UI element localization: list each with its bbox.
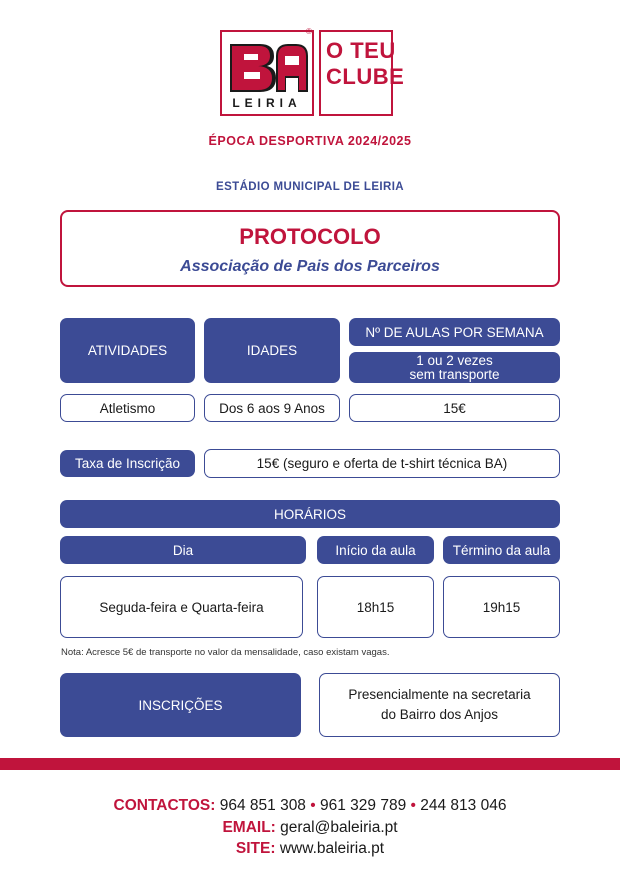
schedule-start-cell: 18h15: [317, 576, 434, 638]
signup-line2: do Bairro dos Anjos: [380, 707, 499, 722]
lessons-option-line1: 1 ou 2 vezes: [416, 352, 493, 368]
venue-title: ESTÁDIO MUNICIPAL DE LEIRIA: [216, 181, 404, 193]
ages-cell: Dos 6 aos 9 Anos: [204, 394, 340, 422]
lessons-option-header: [349, 352, 560, 383]
footer-divider: [0, 758, 620, 770]
protocol-title: PROTOCOLO: [239, 224, 381, 249]
schedule-day-header: Dia: [60, 536, 306, 564]
contacts-line: [0, 797, 620, 815]
schedule-start-header: Início da aula: [317, 536, 434, 564]
schedule-end-header: Término da aula: [443, 536, 560, 564]
lessons-option-line2: sem transporte: [409, 366, 500, 382]
price-cell: 15€: [349, 394, 560, 422]
transport-note: Nota: Acresce 5€ de transporte no valor da mensalidade, caso existam vagas.: [61, 647, 390, 658]
club-logo: [220, 27, 405, 118]
separator-dot: •: [410, 797, 416, 814]
logo-slogan-line2: CLUBE: [326, 64, 405, 89]
separator-dot: •: [310, 797, 316, 814]
signup-details: [319, 673, 560, 737]
site-link[interactable]: www.baleiria.pt: [279, 840, 385, 857]
phone-1[interactable]: 964 851 308: [219, 797, 306, 814]
phone-2[interactable]: 961 329 789: [320, 797, 407, 814]
signup-label: INSCRIÇÕES: [60, 673, 301, 737]
ages-header: IDADES: [204, 318, 340, 383]
email-label: EMAIL:: [222, 819, 276, 836]
registration-fee-label: Taxa de Inscrição: [60, 450, 195, 477]
logo-city: LEIRIA: [232, 96, 302, 110]
activities-header: ATIVIDADES: [60, 318, 195, 383]
registration-fee-value: 15€ (seguro e oferta de t-shirt técnica BA): [204, 449, 560, 478]
email-line: [0, 819, 620, 837]
site-line: [0, 840, 620, 858]
schedule-end-cell: 19h15: [443, 576, 560, 638]
email-link[interactable]: geral@baleiria.pt: [280, 819, 398, 836]
schedule-title: HORÁRIOS: [60, 500, 560, 528]
activity-cell: Atletismo: [60, 394, 195, 422]
registered-mark: ®: [306, 27, 312, 36]
contacts-label: CONTACTOS:: [113, 797, 216, 814]
signup-line1: Presencialmente na secretaria: [348, 687, 531, 702]
protocol-subtitle: Associação de Pais dos Parceiros: [180, 258, 440, 275]
season-title: ÉPOCA DESPORTIVA 2024/2025: [208, 134, 412, 148]
site-label: SITE:: [235, 840, 276, 857]
protocol-box: [60, 210, 560, 287]
lessons-header: Nº DE AULAS POR SEMANA: [349, 318, 560, 346]
logo-slogan-line1: O TEU: [326, 38, 396, 63]
phone-3[interactable]: 244 813 046: [420, 797, 507, 814]
schedule-day-cell: Seguda-feira e Quarta-feira: [60, 576, 303, 638]
